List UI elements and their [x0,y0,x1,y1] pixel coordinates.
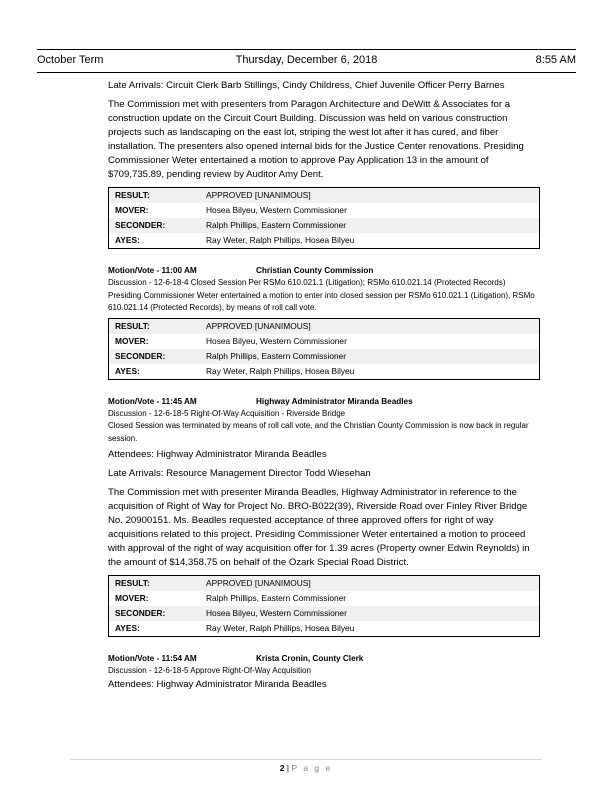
seconder-label: SECONDER: [109,218,201,233]
motion-entity: Krista Cronin, County Clerk [256,654,364,663]
minutes-body [108,79,540,697]
late-arrivals-2: Late Arrivals: Resource Management Director Todd Wiesehan [108,468,371,479]
result-value: APPROVED [UNANIMOUS] [200,318,540,334]
vote-result-table-2 [108,318,540,380]
ayes-label: AYES: [109,233,201,249]
motion-time: Motion/Vote - 11:45 AM [108,396,197,406]
motion-text-1: Presiding Commissioner Weter entertained a motion to enter into closed session per RSMo 610.021.1 (Litigation), RSMo 610.021.14 (Protected Records), by means of roll call vote. [108,290,535,312]
table-row [109,364,540,380]
seconder-label: SECONDER: [109,606,201,621]
page-header [37,49,576,73]
motion-time: Motion/Vote - 11:54 AM [108,654,197,663]
mover-label: MOVER: [109,591,201,606]
table-row [109,576,540,592]
vote-result-table-3 [108,575,540,637]
attendees-1: Attendees: Highway Administrator Miranda Beadles [108,449,327,460]
table-row [109,349,540,364]
result-label: RESULT: [109,576,201,592]
motion-discussion-3: Discussion - 12-6-18-5 Approve Right-Of-Way Acquisition [108,666,311,675]
seconder-value: Ralph Phillips, Eastern Commissioner [200,349,540,364]
table-row [109,203,540,218]
ayes-label: AYES: [109,621,201,637]
page-number: 2 [279,763,285,773]
table-row [109,318,540,334]
result-label: RESULT: [109,188,201,204]
table-row [109,606,540,621]
page-footer [0,763,612,773]
motion-heading-3 [108,653,540,665]
table-row [109,218,540,233]
page-separator: | [284,763,292,773]
mover-label: MOVER: [109,334,201,349]
ayes-value: Ray Weter, Ralph Phillips, Hosea Bilyeu [200,364,540,380]
table-row [109,621,540,637]
seconder-value: Ralph Phillips, Eastern Commissioner [200,218,540,233]
page-word: P a g e [291,763,333,773]
meeting-date: Thursday, December 6, 2018 [235,54,378,66]
mover-value: Ralph Phillips, Eastern Commissioner [200,591,540,606]
meeting-time: 8:55 AM [535,54,576,66]
seconder-value: Hosea Bilyeu, Western Commissioner [200,606,540,621]
motion-entity: Christian County Commission [256,266,374,275]
paragon-paragraph: The Commission met with presenters from Paragon Architecture and DeWitt & Associates for a construction update on the Circuit Court Building. Discussion was held on various construction projects such as landscaping on the east lot, striping the west lot after it has cured, and fiber installation. The presenters also opened internal bids for the Justice Center renovations. Presiding Commissioner Weter entertained a motion to approve Pay Application 13 in the amount of $709,735.89, pending review by Auditor Amy Dent. [108,99,524,180]
motion-text-2: Closed Session was terminated by means of roll call vote, and the Christian County Commission is now back in regular session. [108,421,529,443]
vote-result-table-1 [108,187,540,249]
motion-discussion-1: Discussion - 12-6-18-4 Closed Session Per RSMo 610.021.1 (Litigation); RSMo 610.021.14 (Protected Records) [108,278,506,287]
ayes-value: Ray Weter, Ralph Phillips, Hosea Bilyeu [200,621,540,637]
table-row [109,233,540,249]
result-label: RESULT: [109,318,201,334]
mover-value: Hosea Bilyeu, Western Commissioner [200,203,540,218]
motion-time: Motion/Vote - 11:00 AM [108,266,197,275]
mover-value: Hosea Bilyeu, Western Commissioner [200,334,540,349]
motion-heading-2 [108,396,540,408]
ayes-value: Ray Weter, Ralph Phillips, Hosea Bilyeu [200,233,540,249]
term-label: October Term [37,54,104,66]
seconder-label: SECONDER: [109,349,201,364]
mover-label: MOVER: [109,203,201,218]
late-arrivals-1: Late Arrivals: Circuit Clerk Barb Stillings, Cindy Childress, Chief Juvenile Officer Perry Barnes [108,80,505,91]
motion-discussion-2: Discussion - 12-6-18-5 Right-Of-Way Acquisition - Riverside Bridge [108,408,346,418]
footer-divider [70,759,542,760]
result-value: APPROVED [UNANIMOUS] [200,188,540,204]
ayes-label: AYES: [109,364,201,380]
table-row [109,188,540,204]
table-row [109,334,540,349]
motion-heading-1 [108,265,540,277]
attendees-2: Attendees: Highway Administrator Miranda Beadles [108,678,327,690]
beadles-paragraph: The Commission met with presenter Miranda Beadles, Highway Administrator in reference to the acquisition of Right of Way for Project No. BRO-B022(39), Riverside Road over Finley River Bridge No. 20900151. Ms. Beadles requested acceptance of three approved offers for right of way acquisitions related to this project. Presiding Commissioner Weter entertained a motion to proceed with approval of the right of way acquisition offer for 1.39 acres (Property owner Edwin Reynolds) in the amount of $14,358.75 on behalf of the Ozark Special Road District. [108,487,530,568]
result-value: APPROVED [UNANIMOUS] [200,576,540,592]
table-row [109,591,540,606]
motion-entity: Highway Administrator Miranda Beadles [256,396,413,406]
